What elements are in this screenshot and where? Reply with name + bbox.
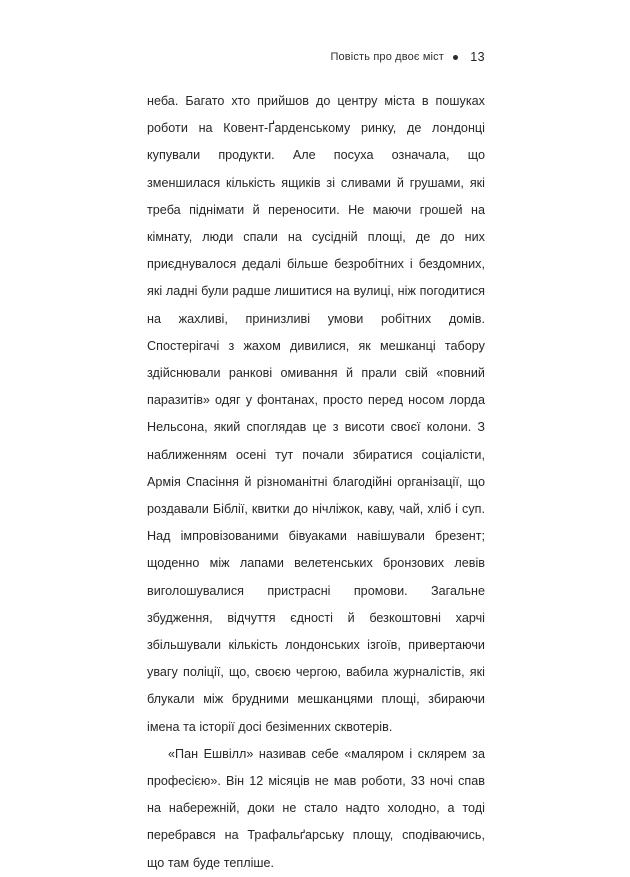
paragraph: «Пан Ешвілл» називав себе «маляром і склярем за професією». Він 12 місяців не мав роботи, 33 ночі спав на набережній, доки не стало надто холодно, а тоді перебрався на Трафальґарську площу, сподіваючись, що там буде тепліше. [147,746,485,870]
body-text-block [147,88,485,877]
page-number: 13 [470,50,485,64]
running-header [147,48,485,66]
running-header-title: Повість про двоє міст [330,51,444,63]
paragraph: неба. Багато хто прийшов до центру міста в пошуках роботи на Ковент-Ґарденському ринку, де лондонці купували продукти. Але посуха означала, що зменшилася кількість ящиків зі сливами й грушами, які треба піднімати й переносити. Не маючи грошей на кімнату, люди спали на сусідній площі, де до них приєднувалося дедалі більше безробітних і бездомних, які ладні були радше лишитися на вулиці, ніж погодитися на жахливі, принизливі умови робітних домів. Спостерігачі з жахом дивилися, як мешканці табору здійснювали ранкові омивання й прали свій «повний паразитів» одяг у фонтанах, просто перед носом лорда Нельсона, який споглядав це з висоти своєї колони. З наближенням осені тут почали збиратися соціалісти, Армія Спасіння й різноманітні благодійні організації, що роздавали Біблії, квитки до нічліжок, каву, чай, хліб і суп. Над імпровізованими бівуаками навішували брезент; щоденно між лапами велетенських бронзових левів виголошувалися пристрасні промови. Загальне збудження, відчуття єдності й безкоштовні харчі збільшували кількість лондонських ізгоїв, привертаючи увагу поліції, що, своєю чергою, вабила журналістів, які блукали між брудними мешканцями площі, збираючи імена та історії досі безіменних сквотерів. [147,94,485,734]
bullet-dot-icon [453,55,458,60]
